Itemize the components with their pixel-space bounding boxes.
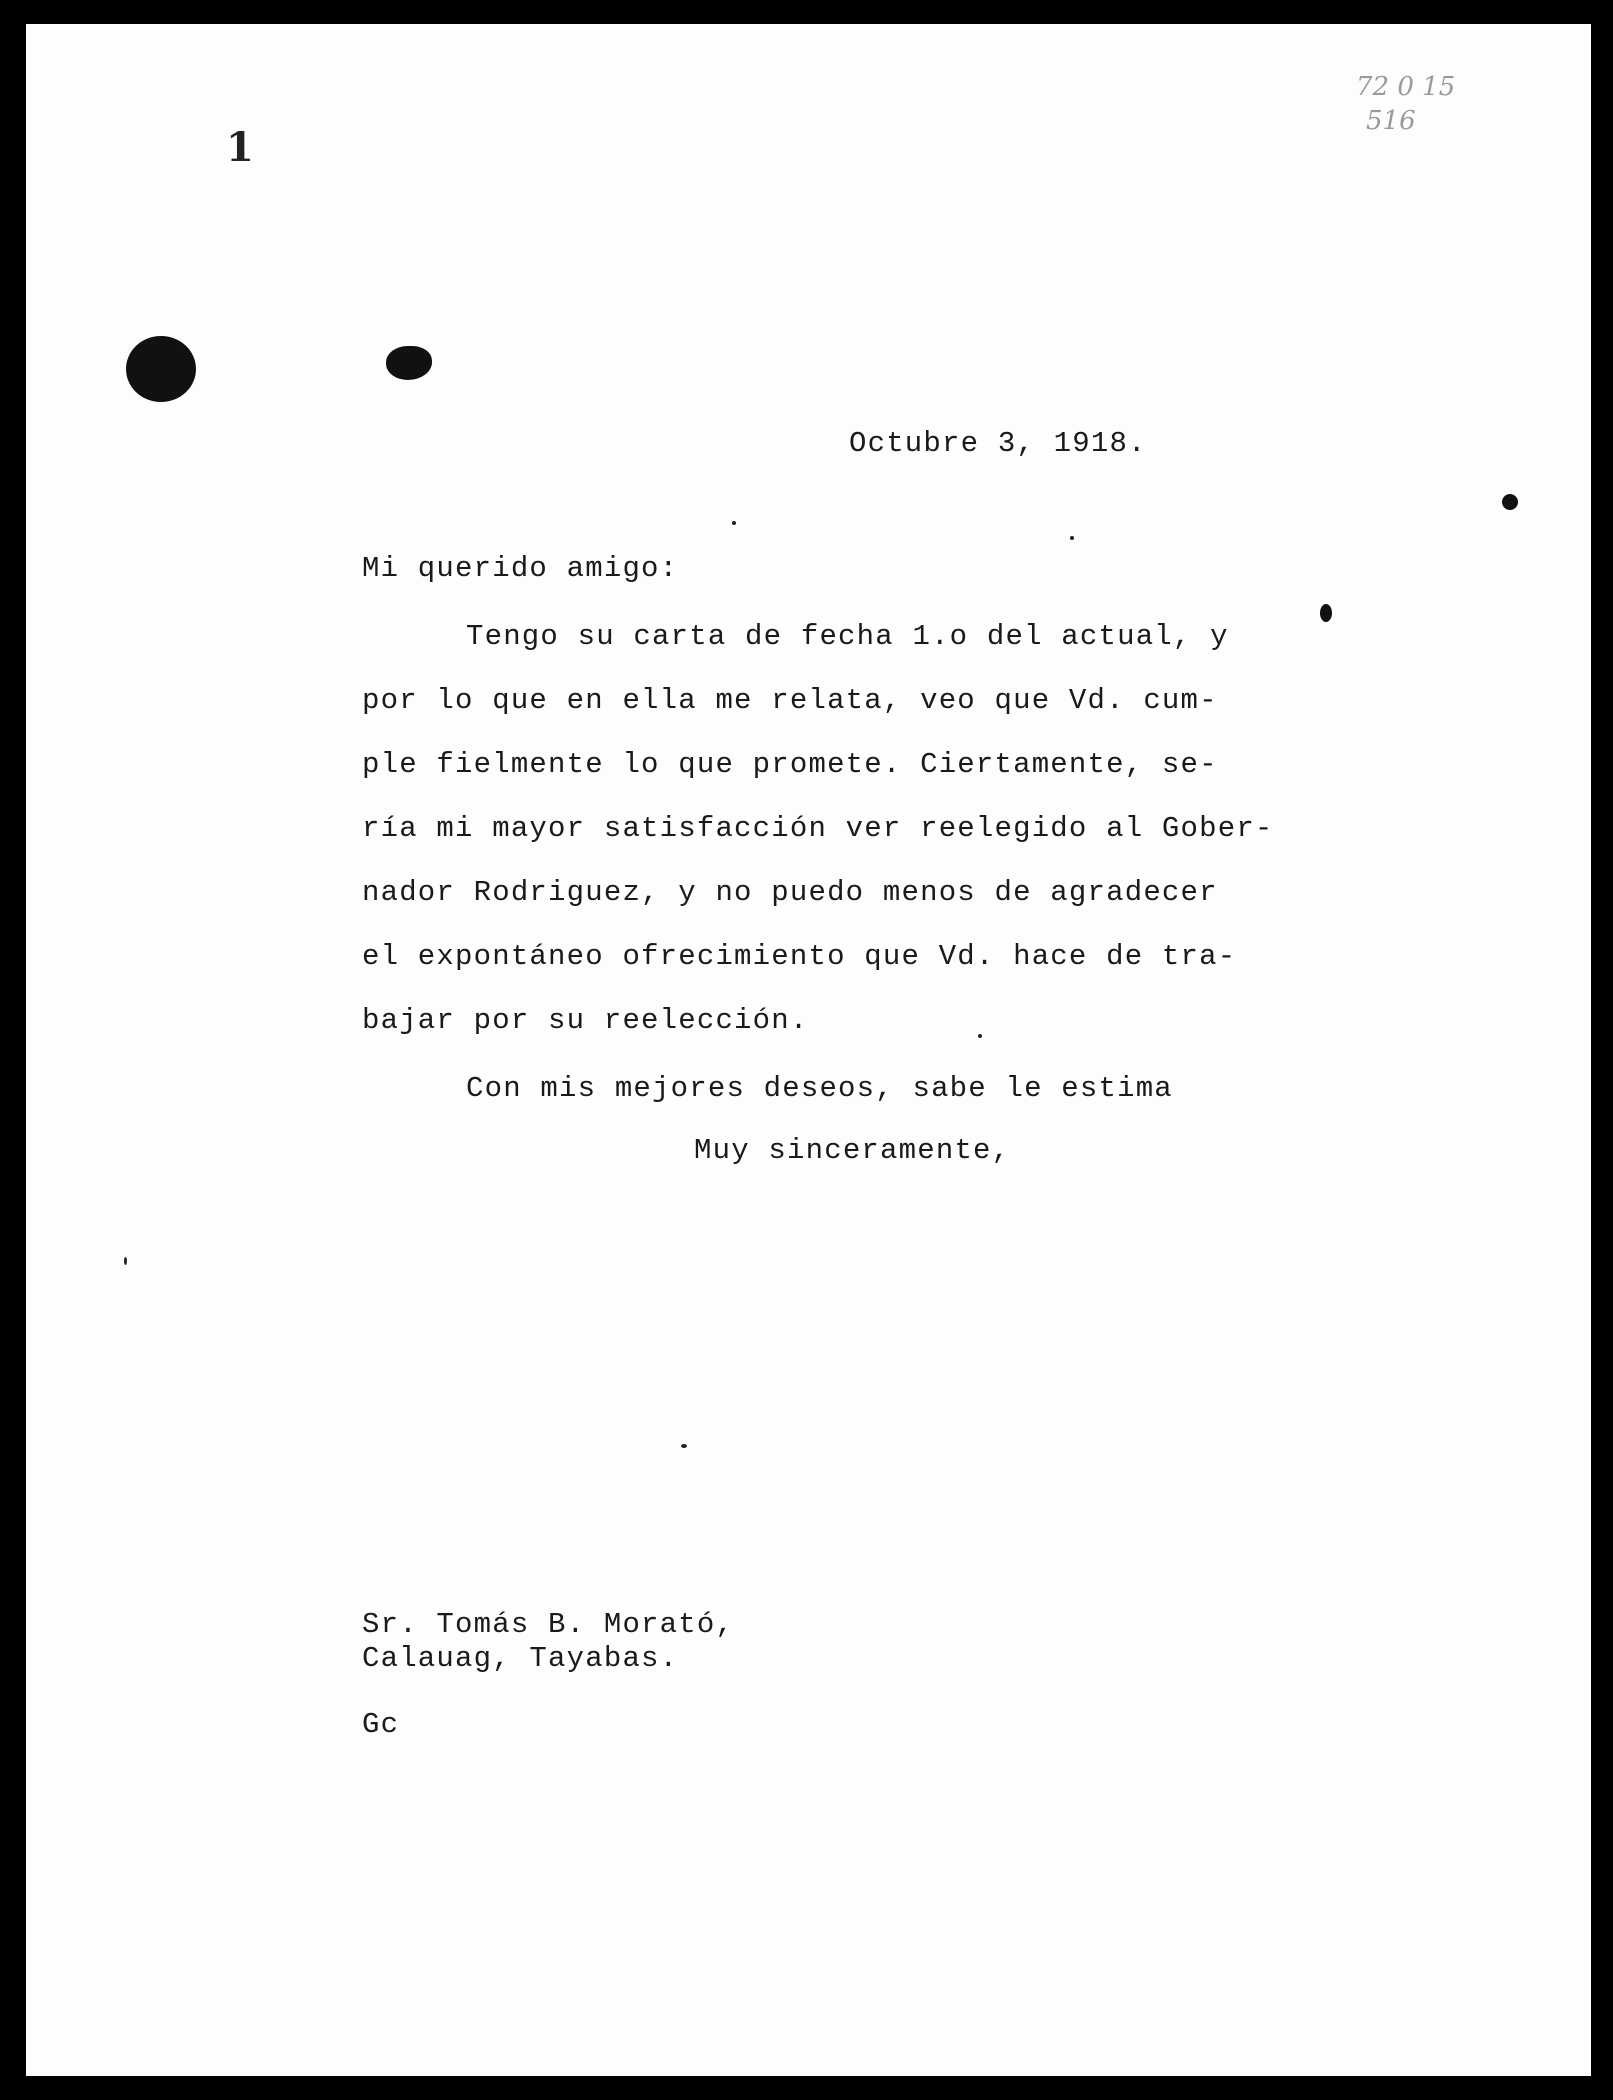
pencil-annotation-bottom: 516 <box>1366 106 1416 136</box>
complimentary-close: Muy sinceramente, <box>694 1134 1011 1167</box>
letter-date: Octubre 3, 1918. <box>849 427 1147 460</box>
body-line: ple fielmente lo que promete. Ciertamente, se- <box>362 748 1218 781</box>
ink-speck <box>732 521 736 525</box>
pencil-annotation-top: 72 0 15 <box>1356 72 1456 102</box>
body-line: por lo que en ella me relata, veo que Vd. cum- <box>362 684 1218 717</box>
ink-blot <box>386 346 432 380</box>
ink-speck <box>1070 536 1074 540</box>
ink-speck <box>978 1034 982 1038</box>
body-line: el expontáneo ofrecimiento que Vd. hace de tra- <box>362 940 1237 973</box>
typist-initials: Gc <box>362 1708 400 1741</box>
ink-speck <box>124 1257 127 1265</box>
body-line: nador Rodriguez, y no puedo menos de agradecer <box>362 876 1218 909</box>
letter-page <box>26 24 1591 2076</box>
body-line: ría mi mayor satisfacción ver reelegido al Gober- <box>362 812 1274 845</box>
archive-mark: 1 <box>226 124 254 171</box>
closing-line: Con mis mejores deseos, sabe le estima <box>466 1072 1173 1105</box>
body-line: Tengo su carta de fecha 1.o del actual, y <box>466 620 1229 653</box>
body-line: bajar por su reelección. <box>362 1004 809 1037</box>
ink-speck <box>1502 494 1518 510</box>
ink-speck <box>681 1444 687 1448</box>
ink-blot <box>126 336 196 402</box>
letter-salutation: Mi querido amigo: <box>362 552 679 585</box>
ink-speck <box>1320 604 1332 622</box>
recipient-address: Calauag, Tayabas. <box>362 1642 679 1675</box>
recipient-name: Sr. Tomás B. Morató, <box>362 1608 735 1641</box>
